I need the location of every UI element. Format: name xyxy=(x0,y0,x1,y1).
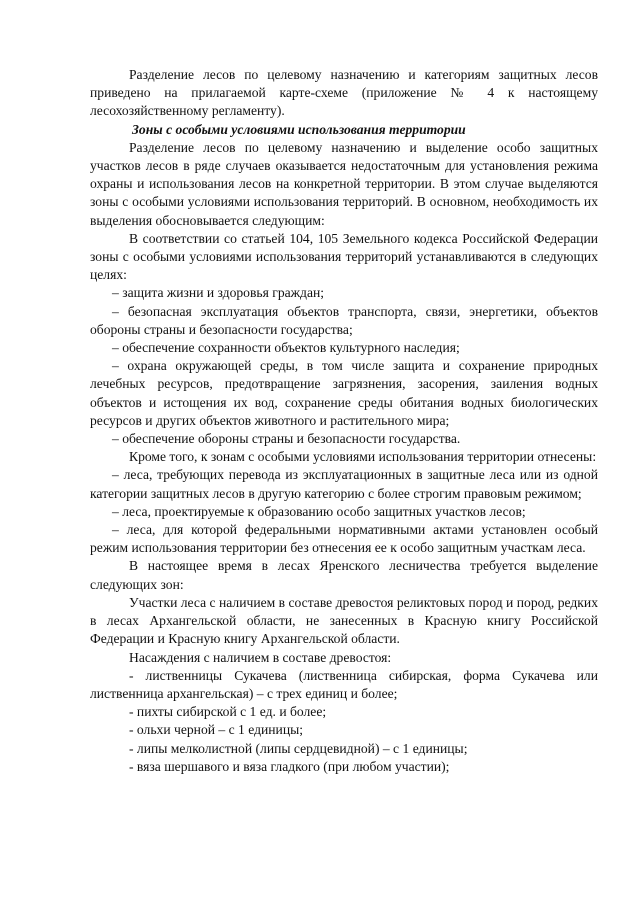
list-item: – безопасная эксплуатация объектов транспорта, связи, энергетики, объектов обороны страны и безопасности государства; xyxy=(90,303,598,337)
paragraph-zones-intro: Разделение лесов по целевому назначению и выделение особо защитных участков лесов в ряде случаев оказывается недостаточным для установления режима охраны и использования лесов на конкретной территории. В этом случае выделяются зоны с особыми условиями использования территорий. В основном, необходимость их выделения обосновывается следующим: xyxy=(90,139,598,228)
section-heading: Зоны с особыми условиями использования территории xyxy=(132,121,466,137)
list-item: - липы мелколистной (липы сердцевидной) – с 1 единицы; xyxy=(129,740,468,756)
paragraph-yarensk: В настоящее время в лесах Яренского лесничества требуется выделение следующих зон: xyxy=(90,558,598,592)
list-item: - вяза шершавого и вяза гладкого (при любом участии); xyxy=(129,758,450,774)
list-item: – обеспечение сохранности объектов культурного наследия; xyxy=(112,340,460,356)
list-item: - ольхи черной – с 1 единицы; xyxy=(129,722,304,738)
document-page xyxy=(90,66,598,776)
list-item: – леса, проектируемые к образованию особо защитных участков лесов; xyxy=(112,503,526,519)
list-item: – леса, требующих перевода из эксплуатационных в защитные леса или из одной категории защитных лесов в другую категорию с более строгим правовым режимом; xyxy=(90,467,598,501)
zones-list xyxy=(90,466,598,557)
species-list xyxy=(90,667,598,776)
list-item: – охрана окружающей среды, в том числе защита и сохранение природных лечебных ресурсов, предотвращение загрязнения, засорения, заиления водных объектов и истощения их вод, сохранение среды обитания водных биологических ресурсов и других объектов животного и растительного мира; xyxy=(90,358,598,428)
list-item: – обеспечение обороны страны и безопасности государства. xyxy=(112,431,461,447)
list-item: – леса, для которой федеральными нормативными актами установлен особый режим использования территории без отнесения ее к особо защитным участкам леса. xyxy=(90,522,598,556)
paragraph-stands: Насаждения с наличием в составе древостоя: xyxy=(129,649,392,665)
paragraph-forest-division: Разделение лесов по целевому назначению и категориям защитных лесов приведено на прилагаемой карте-схеме (приложение № 4 к настоящему лесохозяйственному регламенту). xyxy=(90,67,598,119)
list-item: – защита жизни и здоровья граждан; xyxy=(112,285,325,301)
purposes-list xyxy=(90,284,598,448)
list-item: - лиственницы Сукачева (лиственница сибирская, форма Сукачева или лиственница архангельская) – с трех единиц и более; xyxy=(90,667,598,701)
list-item: - пихты сибирской с 1 ед. и более; xyxy=(129,704,327,720)
paragraph-relict-species: Участки леса с наличием в составе древостоя реликтовых пород и пород, редких в лесах Архангельской области, не занесенных в Красную книгу Российской Федерации и Красную книгу Архангельской области. xyxy=(90,594,598,647)
paragraph-land-code: В соответствии со статьей 104, 105 Земельного кодекса Российской Федерации зоны с особыми условиями использования территорий устанавливаются в следующих целях: xyxy=(90,230,598,283)
paragraph-also-included: Кроме того, к зонам с особыми условиями использования территории отнесены: xyxy=(129,449,597,465)
